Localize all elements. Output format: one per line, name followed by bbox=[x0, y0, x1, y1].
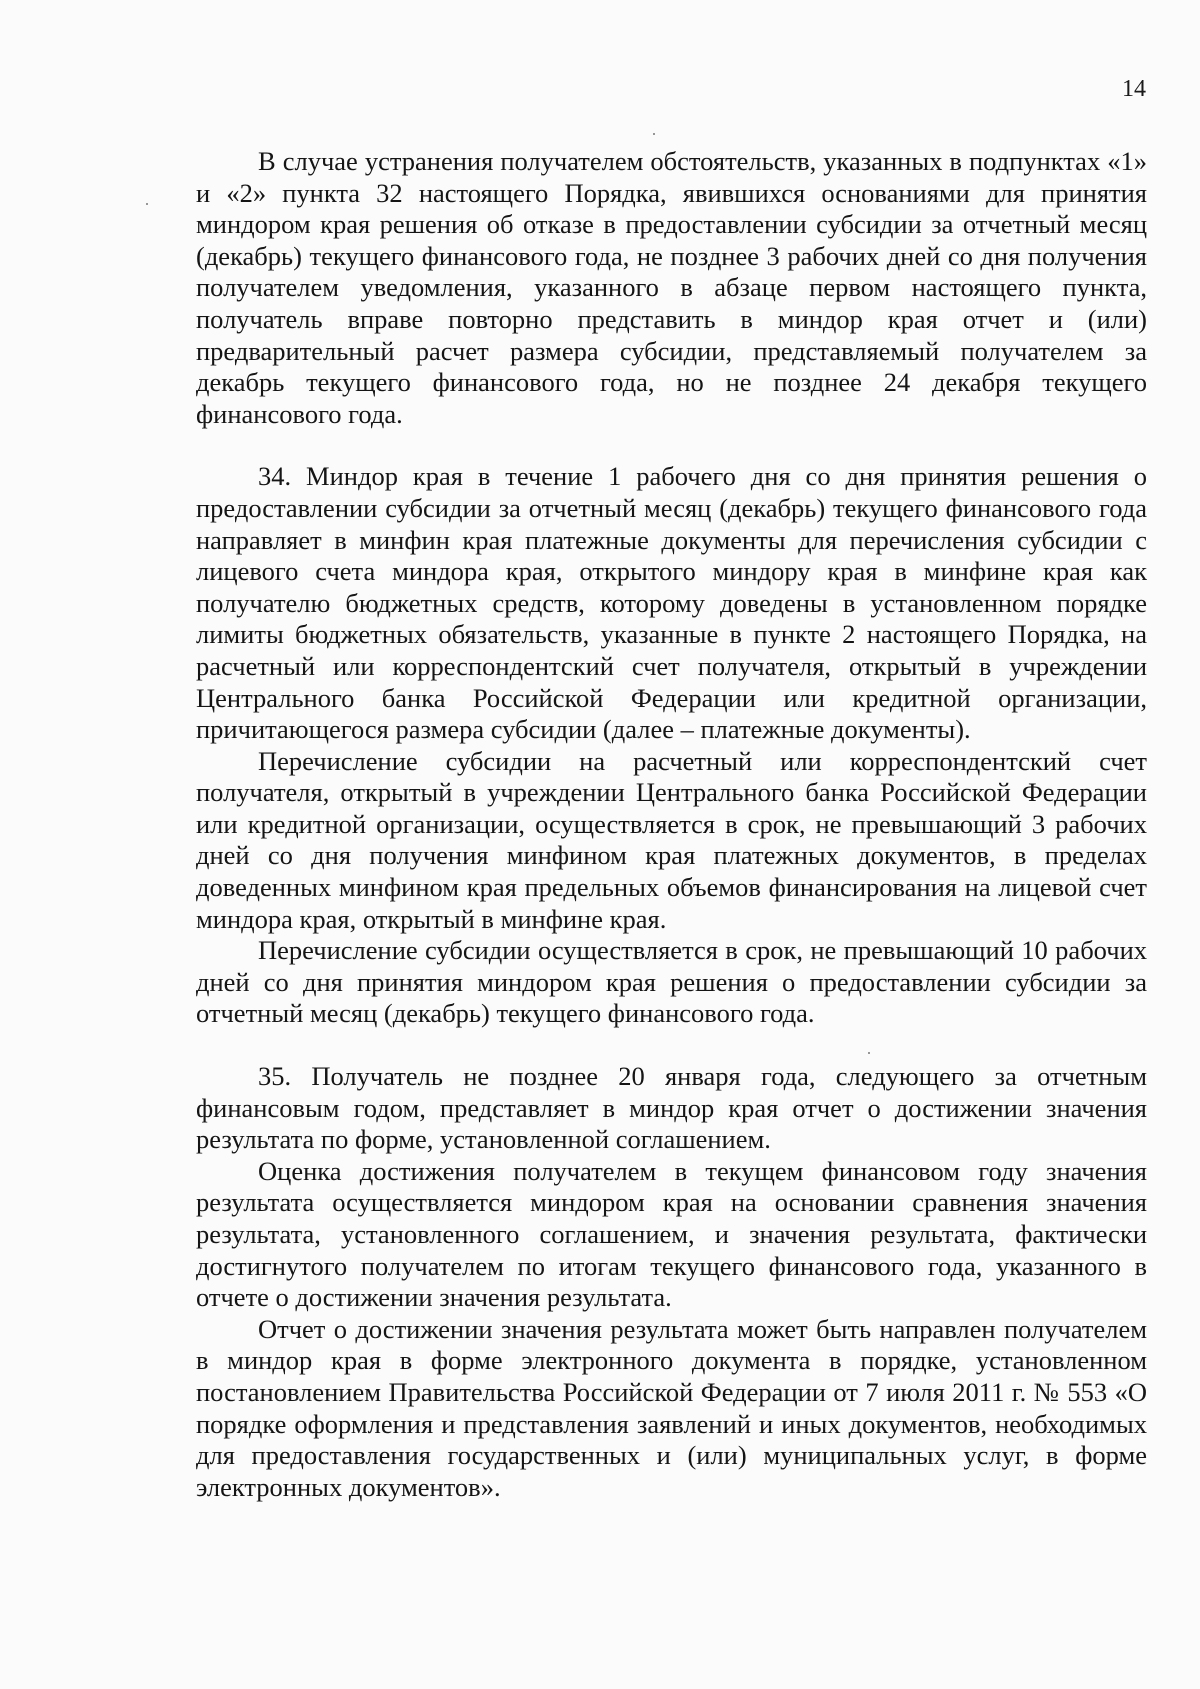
paragraph-item-34: 34. Миндор края в течение 1 рабочего дня со дня принятия решения о предоставлении субсидии за отчетный месяц (декабрь) текущего финансового года направляет в минфин края платежные документы для перечисления субсидии с лицевого счета миндора края, открытого миндору края в минфине края как получателю бюджетных средств, которому доведены в установленном порядке лимиты бюджетных обязательств, указанные в пункте 2 настоящего Порядка, на расчетный или корреспондентский счет получателя, открытый в учреждении Центрального банка Российской Федерации или кредитной организации, причитающегося размера субсидии (далее – платежные документы). bbox=[196, 461, 1147, 745]
paragraph-item-35: 35. Получатель не позднее 20 января года, следующего за отчетным финансовым годом, представляет в миндор края отчет о достижении значения результата по форме, установленной соглашением. bbox=[196, 1061, 1147, 1155]
paragraph-resubmission: В случае устранения получателем обстоятельств, указанных в подпунктах «1» и «2» пункта 32 настоящего Порядка, явившихся основаниями для принятия миндором края решения об отказе в предоставлении субсидии за отчетный месяц (декабрь) текущего финансового года, не позднее 3 рабочих дней со дня получения получателем уведомления, указанного в абзаце первом настоящего пункта, получатель вправе повторно представить в миндор края отчет и (или) предварительный расчет размера субсидии, представляемый получателем за декабрь текущего финансового года, но не позднее 24 декабря текущего финансового года. bbox=[196, 146, 1147, 429]
scan-speck bbox=[653, 133, 655, 135]
paragraph-electronic-report: Отчет о достижении значения результата может быть направлен получателем в миндор края в форме электронного документа в порядке, установленном постановлением Правительства Российской Федерации от 7 июля 2011 г. № 553 «О порядке оформления и представления заявлений и иных документов, необходимых для предоставления государственных и (или) муниципальных услуг, в форме электронных документов». bbox=[196, 1313, 1147, 1502]
paragraph-transfer-deadline: Перечисление субсидии осуществляется в срок, не превышающий 10 рабочих дней со дня принятия миндором края решения о предоставлении субсидии за отчетный месяц (декабрь) текущего финансового года. bbox=[196, 935, 1147, 1029]
page-number: 14 bbox=[1122, 76, 1146, 102]
paragraph-transfer-terms: Перечисление субсидии на расчетный или корреспондентский счет получателя, открытый в учреждении Центрального банка Российской Федерации или кредитной организации, осуществляется в срок, не превышающий 3 рабочих дней со дня получения минфином края платежных документов, в пределах доведенных минфином края предельных объемов финансирования на лицевой счет миндора края, открытый в минфине края. bbox=[196, 745, 1147, 934]
document-body bbox=[196, 146, 1147, 1503]
paragraph-assessment: Оценка достижения получателем в текущем финансовом году значения результата осуществляется миндором края на основании сравнения значения результата, установленного соглашением, и значения результата, фактически достигнутого получателем по итогам текущего финансового года, указанного в отчете о достижении значения результата. bbox=[196, 1155, 1147, 1313]
scan-speck bbox=[868, 1052, 870, 1054]
scan-speck bbox=[146, 203, 148, 205]
